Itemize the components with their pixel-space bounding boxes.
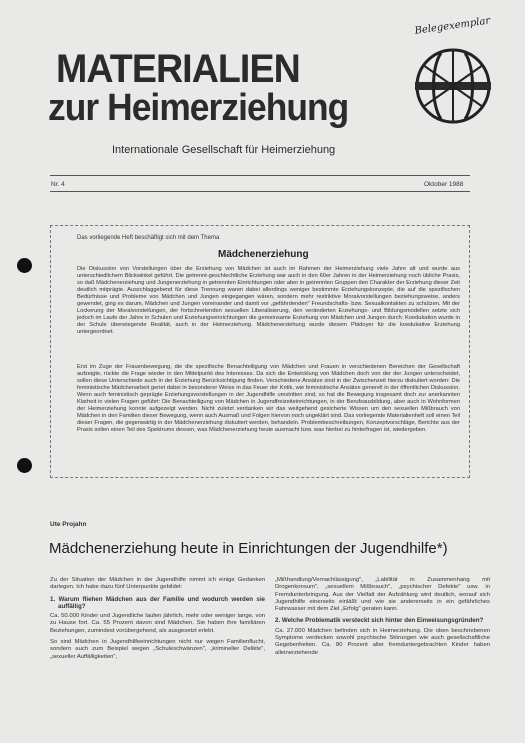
article-author: Ute Projahn [50,521,87,528]
article-paragraph: Zu der Situation der Mädchen in der Jugendhilfe nimmt ich einige Gedanken darlegen. Ich habe dazu fünf Unterpunkte gebildet: [50,577,265,591]
punch-hole-bottom [17,458,32,473]
issue-date: Oktober 1988 [424,181,464,188]
editorial-paragraph-2: Erst im Zuge der Frauenbewegung, die die spezifische Benachteiligung von Mädchen und Frauen in verschiedenen Bereichen der Gesellschaft aufzeigte, rückte die Frage wieder in den Mittelpunkt des Interesses. Da sich die Entwicklung von Mädchen doch von der der Jungen unterscheidet, sollen diese Unterschiede auch in der Erziehung Berücksichtigung finden. Verschiedene Ansätze sind in der Zwischenzeit hierzu diskutiert worden: Die feministische Mädchenarbeit geriet dabei in besonderer Weise in das Feuer der Kritik, wie feministische Ansätze generell in der öffentlichen Diskussion. Wenn auch feministisch geprägte Erziehungsvorstellungen in der Jugendhilfe umstritten sind, so hat die Bewegung insgesamt doch zur anerkannten Klarheit in vielen Fragen geführt: Die Benachteiligung von Mädchen in Jugendfreizeiteinrichtungen, in der Berufsausbildung, aber auch in Wohnformen der Heimerziehung konnte aufgezeigt werden. Nicht zuletzt verdanken wir das weitgehend gesicherte Wissen um den sexuellen Mißbrauch von Mädchen in den Familien dieser Bewegung, wenn auch Ausmaß und Folgen hiervon noch ungeklärt sind. Das vorliegende Materialienheft soll einen Teil dieser Fragen, die gegenwärtig in der Mädchenerziehung diskutiert werden, behandeln. Problembeschreibungen, Konzeptvorschläge, Berichte aus der Praxis sollen einen Teil des Spektrums dessen, was Mädchenerziehung heute ausmacht bzw. was hierbei zu hinterfragen ist, wiedergeben. [77,364,460,434]
issue-number: Nr. 4 [51,181,65,188]
article-headline: Mädchenerziehung heute in Einrichtungen der Jugendhilfe*) [49,540,448,557]
article-paragraph: Ca. 27.000 Mädchen befinden sich in Heimerziehung. Die oben beschriebenen Symptome verdecken sowohl psychische Störungen wie auch gesellschaftliche Gegebenheiten. Ca. 80 Prozent aller fremduntergebrachten Kinder haben alleinerziehende [275,627,490,656]
article-column-left [50,577,265,665]
society-logo-icon [413,45,493,127]
top-divider [50,175,470,176]
meta-divider [50,191,470,192]
handwritten-note: Belegexemplar [414,15,491,37]
publisher-subtitle: Internationale Gesellschaft für Heimerziehung [112,144,336,156]
article-column-right [275,577,490,661]
section-heading: 2. Welche Problematik versteckt sich hinter den Einweisungsgründen? [275,617,484,625]
editorial-intro: Das vorliegende Heft beschäftigt sich mit dem Thema [77,235,220,241]
editorial-paragraph-1: Die Diskussion von Vorstellungen über die Erziehung von Mädchen ist auch im Rahmen der Heimerziehung viele Jahre alt und wurde aus unterschiedlichem Blickwinkel geführt. Die getrennt-geschlechtliche Erziehung war auch in den 60er Jahren in der Heimerziehung noch übliche Praxis, so daß Mädchenerziehung und Jungenerziehung in getrennten Einrichtungen oder aber in getrennten Gruppen den Charakter der Erziehung dieser Zeit deutlich mitprägte. Ausschlaggebend für diese Trennung waren dabei allerdings weniger bestimmte Erziehungskonzepte, die auf die spezifischen Bedürfnisse und Probleme von Mädchen und Jungen eingegangen wären, sondern mehr restriktive Moralvorstellungen beziehungsweise, anders gewendet, ging es darum, Mädchen und Jungen voreinander und damit vor „gefährdenden" Freundschafts- bzw. Sexualkontakten zu schützen. Mit der Lockerung der Moralvorstellungen, der fortschreitenden sexuellen Liberalisierung, den veränderten Erziehungs- und Bildungsmodellen setzte sich jedoch im Laufe der Jahre in Schulen und Erziehungseinrichtungen die gemeinsame Erziehung von Mädchen und Jungen durch: Koedukation wurde in der Schule überwiegende Realität, auch in der Heimerziehung. Mädchenerziehung wurde diesem Plädoyer für die koedukative Erziehung untergeordnet. [77,266,460,336]
section-heading: 1. Warum fliehen Mädchen aus der Familie und wodurch werden sie auffällig? [50,595,265,610]
journal-title-line2: zur Heimerziehung [48,87,349,129]
journal-title-line1: MATERIALIEN [56,47,300,91]
article-paragraph: So sind Mädchen in Jugendhilfeeinrichtungen nicht nur wegen Familienflucht, sondern auch zum Beispiel wegen „Schuleschwänzen", „krimineller Delikte", „sexueller Auffälligkeiten", [50,639,265,660]
editorial-box [50,225,470,478]
article-paragraph: „Mißhandlung/Vernachlässigung", „Labilität in Zusammenhang mit Drogenkonsum", „sexuellem Mißbrauch", „psychischer Defekte" usw. in Fremdunterbringung. Aus der Vielfalt der Aufzählung wird deutlich, worauf sich Jugendhilfe einerseits einläßt und wie sie andererseits in ein gefährliches Fahrwasser mit dem Ziel „Erfolg" geraten kann. [275,577,490,613]
article-paragraph: Ca. 50.000 Kinder und Jugendliche laufen jährlich, mehr oder weniger lange, von zu Hause fort. Ca. 55 Prozent davon sind Mädchen. Sie haben ihre familiären Beziehungen, zumindest vorübergehend, als ausgesetzt erlebt. [50,613,265,634]
editorial-title: Mädchenerziehung [218,249,309,260]
punch-hole-top [17,258,32,273]
